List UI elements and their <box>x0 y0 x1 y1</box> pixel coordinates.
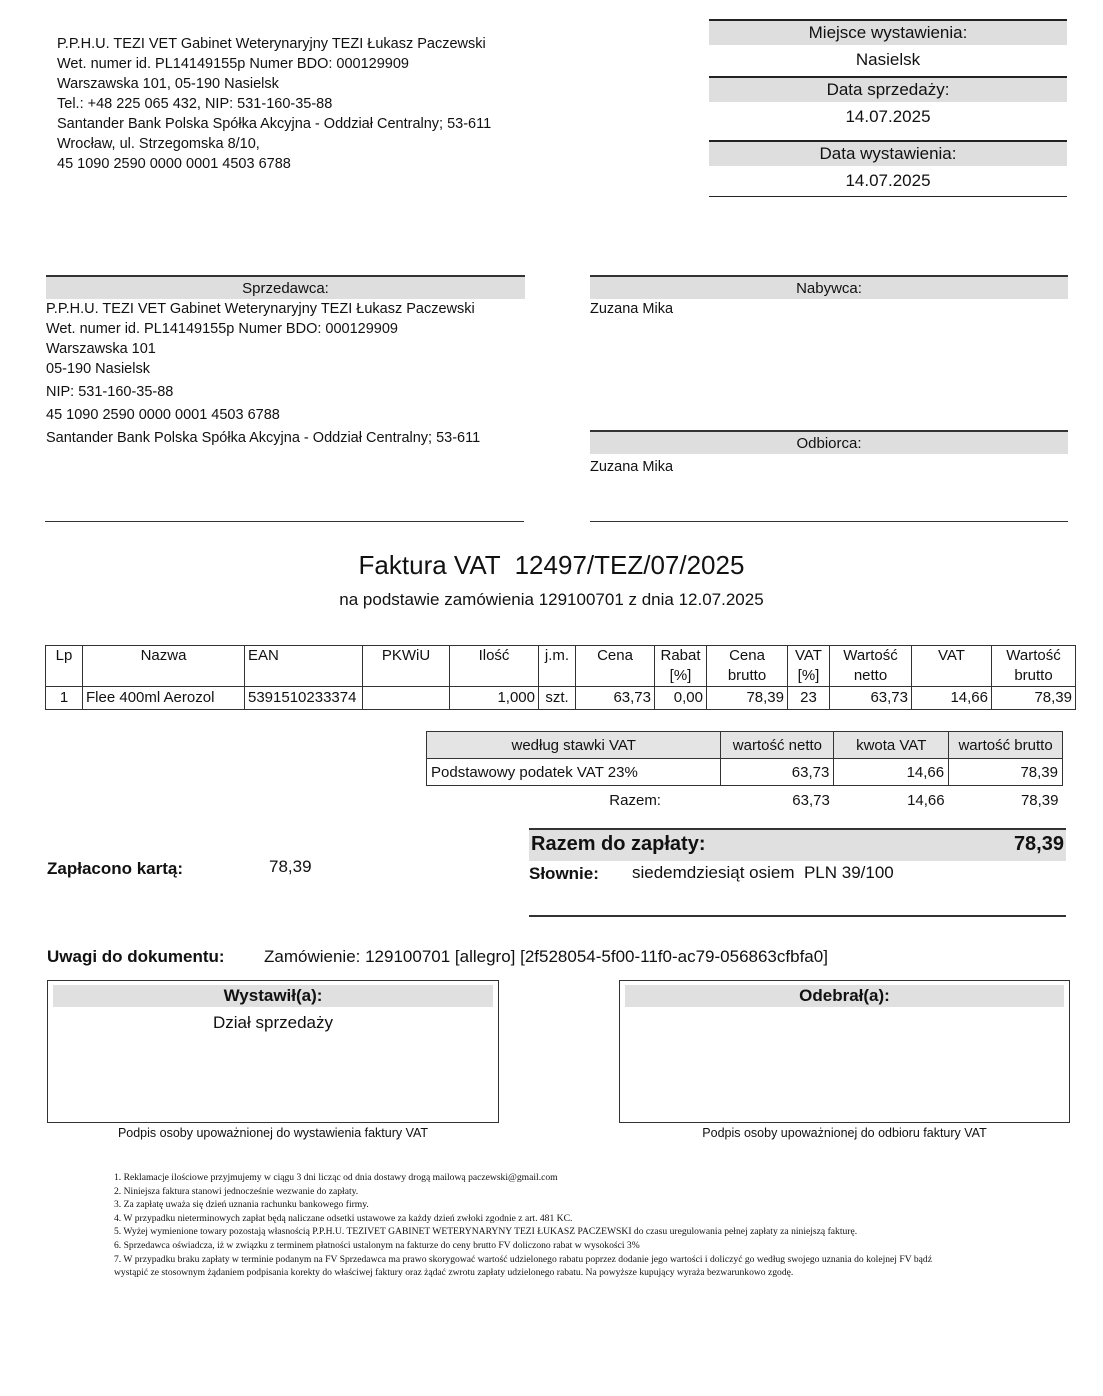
buyer-section <box>590 275 1068 317</box>
cell-name: Flee 400ml Aerozol <box>83 687 245 710</box>
terms-item: 5. Wyżej wymienione towary pozostają własnością P.P.H.U. TEZIVET GABINET WETERYNARYNY TEZI ŁUKASZ PACZEWSKI do czasu uregulowania pełnej zapłaty za niniejszą fakturę. <box>114 1226 858 1238</box>
seller-divider <box>45 521 524 522</box>
vat-total-net: 63,73 <box>792 791 830 809</box>
paid-by-card-value: 78,39 <box>269 857 312 876</box>
vat-total-row <box>427 786 1063 815</box>
col-gross-value: Wartość brutto <box>992 646 1076 687</box>
col-net-value: Wartość netto <box>830 646 912 687</box>
col-name: Nazwa <box>83 646 245 687</box>
sale-date-label: Data sprzedaży: <box>709 78 1067 102</box>
buyer-label: Nabywca: <box>590 275 1068 299</box>
issuer-line: Tel.: +48 225 065 432, NIP: 531-160-35-88 <box>57 96 333 112</box>
issued-by-caption: Podpis osoby upoważnionej do wystawienia faktury VAT <box>117 1126 429 1140</box>
place-of-issue-value: Nasielsk <box>855 50 921 69</box>
cell-unit: szt. <box>539 687 576 710</box>
in-words-label: Słownie: <box>529 864 599 883</box>
seller-line: Santander Bank Polska Spółka Akcyjna - Oddział Centralny; 53-611 <box>46 430 481 446</box>
col-ean: EAN <box>245 646 363 687</box>
col-unit: j.m. <box>539 646 576 687</box>
cell-ean: 5391510233374 <box>245 687 363 710</box>
invoice-title: Faktura VAT 12497/TEZ/07/2025 <box>358 550 745 580</box>
vat-rate-cell: Podstawowy podatek VAT 23% <box>427 759 721 786</box>
col-price: Cena <box>576 646 655 687</box>
table-row <box>46 687 1076 710</box>
terms-item: 6. Sprzedawca oświadcza, iż w związku z terminem płatności ustalonym na fakturze do ceny brutto FV doliczono rabat w wysokości 3% <box>114 1239 640 1251</box>
cell-vat-rate: 23 <box>788 687 830 710</box>
issued-by-value: Dział sprzedaży <box>213 1013 333 1032</box>
col-vat-rate: VAT [%] <box>788 646 830 687</box>
cell-gross-value: 78,39 <box>992 687 1076 710</box>
terms-item: 1. Reklamacje ilościowe przyjmujemy w ciągu 3 dni licząc od dnia dostawy drogą mailową paczewski@gmail.com <box>114 1172 558 1183</box>
issuer-line: Santander Bank Polska Spółka Akcyjna - Oddział Centralny; 53-611 <box>57 116 492 132</box>
vat-col-gross: wartość brutto <box>949 732 1063 759</box>
cell-qty: 1,000 <box>450 687 539 710</box>
col-pkwiu: PKWiU <box>363 646 450 687</box>
terms-list <box>114 1171 934 1280</box>
cell-pkwiu <box>363 687 450 710</box>
col-lp: Lp <box>46 646 83 687</box>
buyer-name: Zuzana Mika <box>590 301 674 317</box>
received-by-label: Odebrał(a): <box>625 985 1064 1007</box>
vat-total-label: Razem: <box>609 791 661 809</box>
cell-discount: 0,00 <box>655 687 707 710</box>
paid-by-card-label: Zapłacono kartą: <box>47 859 184 878</box>
issuer-line: Wrocław, ul. Strzegomska 8/10, <box>57 136 260 152</box>
seller-line: P.P.H.U. TEZI VET Gabinet Weterynaryjny TEZI Łukasz Paczewski <box>46 301 475 317</box>
place-of-issue-box <box>709 19 1067 75</box>
amount-due-value: 78,39 <box>1013 833 1064 855</box>
seller-line: 45 1090 2590 0000 0001 4503 6788 <box>46 407 280 423</box>
invoice-subtitle: na podstawie zamówienia 129100701 z dnia 12.07.2025 <box>339 590 764 609</box>
recipient-name: Zuzana Mika <box>590 459 674 475</box>
recipient-label: Odbiorca: <box>590 430 1068 454</box>
vat-col-net: wartość netto <box>721 732 834 759</box>
vat-gross-cell: 78,39 <box>949 759 1063 786</box>
terms-item: 3. Za zapłatę uważa się dzień uznania rachunku bankowego firmy. <box>114 1199 369 1211</box>
col-qty: Ilość <box>450 646 539 687</box>
cell-lp: 1 <box>46 687 83 710</box>
issuer-line: Warszawska 101, 05-190 Nasielsk <box>57 76 279 92</box>
vat-col-rate: według stawki VAT <box>427 732 721 759</box>
sale-date-value: 14.07.2025 <box>845 107 931 126</box>
col-vat: VAT <box>912 646 992 687</box>
items-header-row <box>46 646 1076 687</box>
vat-net-cell: 63,73 <box>721 759 834 786</box>
notes-value: Zamówienie: 129100701 [allegro] [2f528054-5f00-11f0-ac79-056863cfbfa0] <box>264 947 828 966</box>
cell-gross-price: 78,39 <box>707 687 788 710</box>
in-words-value: siedemdziesiąt osiem PLN 39/100 <box>632 863 894 882</box>
vat-summary-table <box>426 731 1063 814</box>
vat-total-vat: 14,66 <box>907 791 945 809</box>
col-gross-price: Cena brutto <box>707 646 788 687</box>
notes-label: Uwagi do dokumentu: <box>47 947 225 966</box>
seller-label: Sprzedawca: <box>46 275 525 299</box>
issuer-line: P.P.H.U. TEZI VET Gabinet Weterynaryjny TEZI Łukasz Paczewski <box>57 36 486 52</box>
terms-item: 4. W przypadku nieterminowych zapłat będą naliczane odsetki ustawowe za każdy dzień zwłoki zgodnie z art. 481 KC. <box>114 1212 573 1224</box>
vat-amount-cell: 14,66 <box>834 759 949 786</box>
issued-by-box <box>47 980 499 1123</box>
vat-summary-header <box>427 732 1063 759</box>
seller-line: Warszawska 101 <box>46 341 156 357</box>
received-by-caption: Podpis osoby upoważnionej do odbioru faktury VAT <box>702 1126 987 1140</box>
terms-item: 2. Niniejsza faktura stanowi jednocześnie wezwanie do zapłaty. <box>114 1185 359 1197</box>
terms-item: 7. W przypadku braku zapłaty w terminie podanym na FV Sprzedawca ma prawo skorygować wartość udzielonego rabatu poprzez dodanie jego wartości i doliczyć go według swojego uznania do kolejnej FV bądź wystąpić ze stosownym żądaniem podpisania korekty do właściwej faktury oraz żądać zwrotu zapłaty udzielonego rabatu. Na powyższe kupujący wyraża bezwarunkowo zgodę. <box>114 1253 932 1279</box>
place-of-issue-label: Miejsce wystawienia: <box>709 21 1067 45</box>
items-table <box>45 645 1076 710</box>
amount-due-label: Razem do zapłaty: <box>531 833 706 855</box>
received-by-box <box>619 980 1070 1123</box>
issued-by-label: Wystawił(a): <box>53 985 493 1007</box>
vat-col-amount: kwota VAT <box>834 732 949 759</box>
issuer-block <box>57 34 491 174</box>
issuer-line: 45 1090 2590 0000 0001 4503 6788 <box>57 156 291 172</box>
cell-vat: 14,66 <box>912 687 992 710</box>
vat-total-gross: 78,39 <box>1020 791 1059 809</box>
amount-due-bar <box>529 830 1066 861</box>
cell-net-value: 63,73 <box>830 687 912 710</box>
due-bottom-line <box>529 915 1066 917</box>
sale-date-box <box>709 76 1067 132</box>
recipient-divider <box>590 521 1068 522</box>
issuer-line: Wet. numer id. PL14149155p Numer BDO: 000129909 <box>57 56 409 72</box>
seller-details <box>46 301 525 450</box>
col-discount: Rabat [%] <box>655 646 707 687</box>
issue-date-label: Data wystawienia: <box>709 142 1067 166</box>
seller-line: NIP: 531-160-35-88 <box>46 384 174 400</box>
issue-date-value: 14.07.2025 <box>845 171 931 190</box>
cell-price: 63,73 <box>576 687 655 710</box>
recipient-section <box>590 430 1068 475</box>
seller-line: 05-190 Nasielsk <box>46 361 150 377</box>
issue-date-box <box>709 140 1067 197</box>
seller-line: Wet. numer id. PL14149155p Numer BDO: 000129909 <box>46 321 398 337</box>
table-row <box>427 759 1063 786</box>
seller-section <box>46 275 525 450</box>
